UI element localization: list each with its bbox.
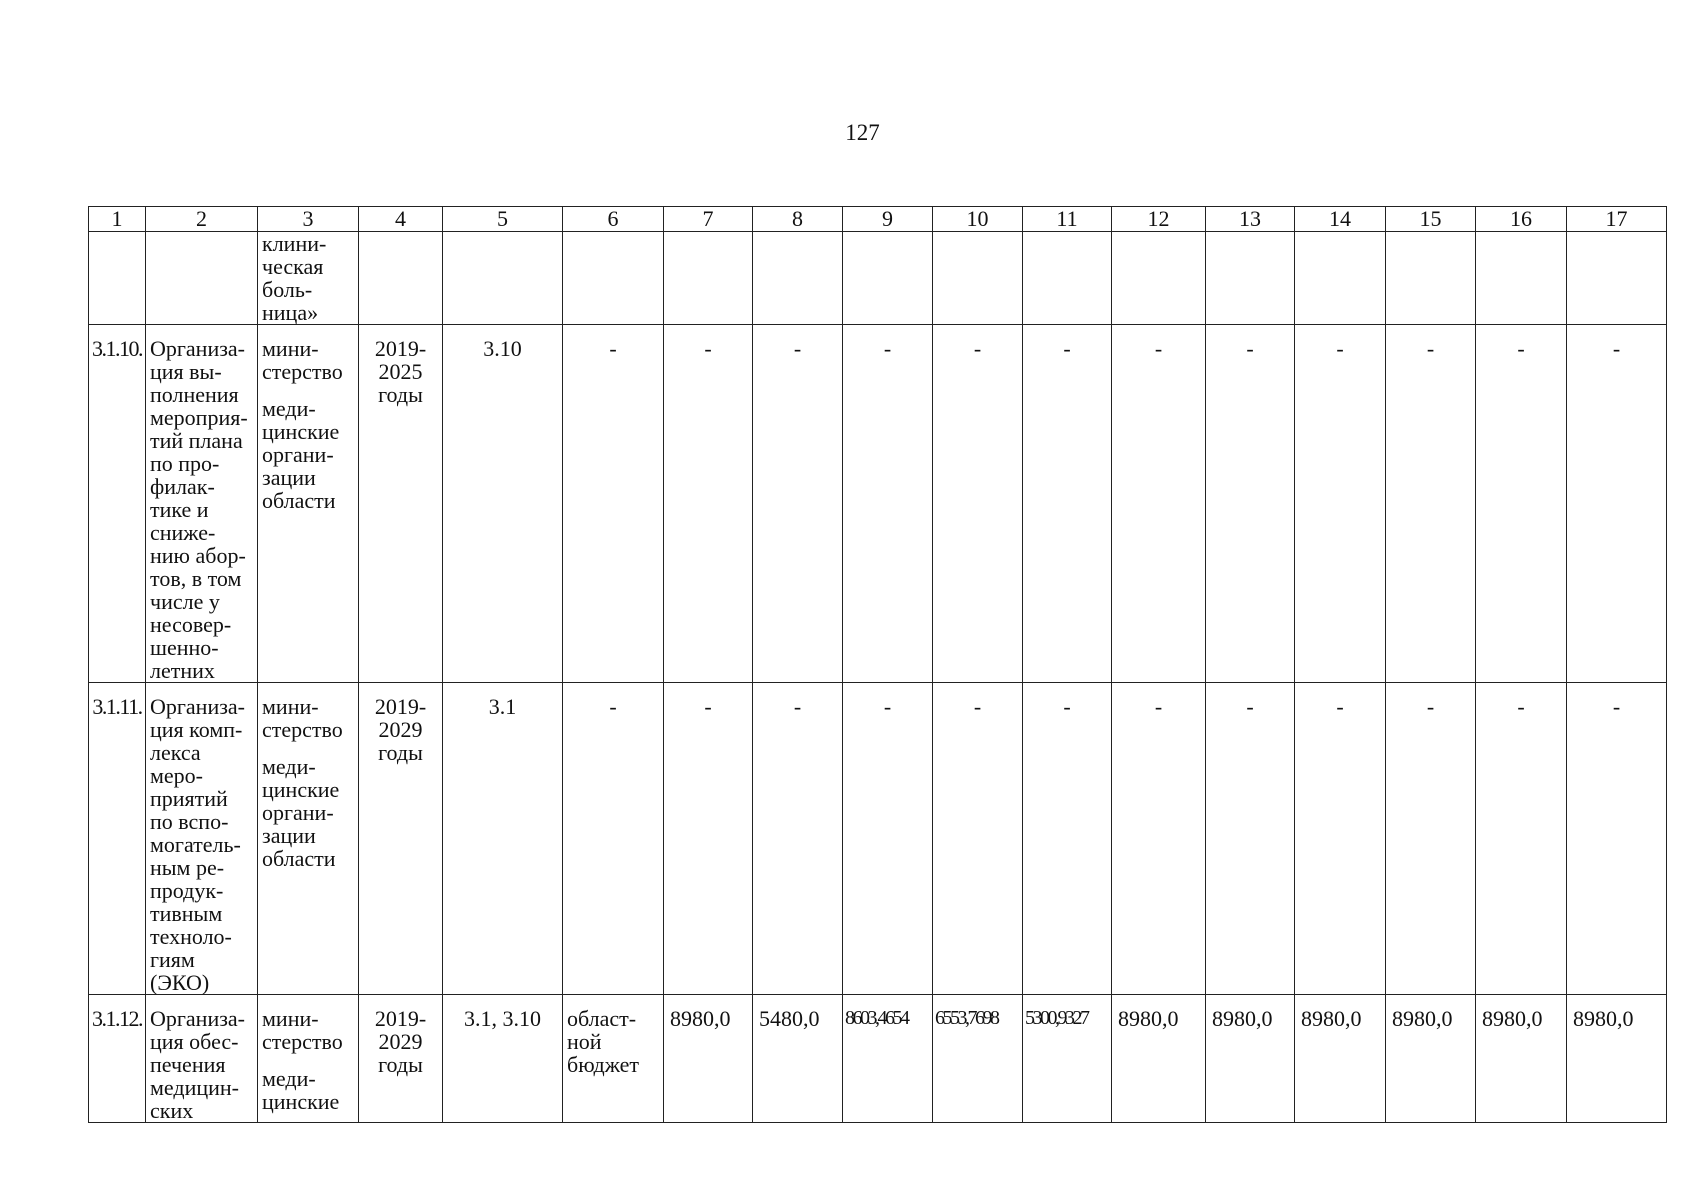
value-cell: - (753, 683, 843, 995)
text-line: годы (378, 382, 423, 407)
funding-source-cell (563, 232, 664, 325)
text-line: годы (378, 740, 423, 765)
spacer (262, 1053, 358, 1067)
text-line: мини- (262, 336, 319, 361)
activity-name-cell (146, 325, 258, 683)
text-line: Организа- (150, 1006, 246, 1031)
value-cell: - (664, 325, 753, 683)
text-line: стерство (262, 717, 343, 742)
funding-source-cell (563, 683, 664, 995)
text-line: Организа- (150, 336, 246, 361)
activity-number-cell: 3.1.11. (89, 683, 146, 995)
value-cell: - (1476, 683, 1567, 995)
value-cell: 8980,0 (1386, 995, 1476, 1123)
indicator-cell: 3.1 (443, 683, 563, 995)
column-number-cell: 13 (1206, 207, 1295, 232)
text-line: боль- (262, 277, 313, 302)
text-line: полнения (150, 382, 239, 407)
value-cell: 5300,9327 (1023, 995, 1112, 1123)
column-number-cell: 1 (89, 207, 146, 232)
text-line: могатель- (150, 832, 241, 857)
value-cell: - (1206, 325, 1295, 683)
value-cell (843, 232, 933, 325)
activity-name-cell (146, 683, 258, 995)
text-line: ских (150, 1098, 194, 1123)
text-line: ница» (262, 300, 319, 325)
period-cell (359, 683, 443, 995)
value-cell: - (753, 325, 843, 683)
text-line: ция обес- (150, 1029, 239, 1054)
text-line: органи- (262, 442, 334, 467)
text-line: мини- (262, 1006, 319, 1031)
spacer (262, 383, 358, 397)
text-line: несовер- (150, 612, 232, 637)
text-line: по вспо- (150, 809, 229, 834)
value-cell: 6553,7698 (933, 995, 1023, 1123)
column-number-cell: 11 (1023, 207, 1112, 232)
executor-cell (258, 325, 359, 683)
text-line: тике и (150, 497, 209, 522)
executor-cell (258, 232, 359, 325)
value-cell (933, 232, 1023, 325)
table-row (89, 683, 1667, 995)
column-number-cell: 15 (1386, 207, 1476, 232)
value-cell (1386, 232, 1476, 325)
executor-cell (258, 995, 359, 1123)
text-line: области (262, 846, 336, 871)
value-cell: 8980,0 (1295, 995, 1386, 1123)
value-cell (1112, 232, 1206, 325)
text-line: стерство (262, 359, 343, 384)
text-line: 2029 (378, 1029, 423, 1054)
program-activities-table (88, 206, 1667, 1123)
text-line: тивным (150, 901, 223, 926)
value-cell (1295, 232, 1386, 325)
text-line: мероприя- (150, 405, 248, 430)
text-line: продук- (150, 878, 224, 903)
text-line: клини- (262, 231, 327, 256)
value-cell: - (1023, 683, 1112, 995)
text-line: ция комп- (150, 717, 243, 742)
text-line: сниже- (150, 520, 216, 545)
text-line: по про- (150, 451, 220, 476)
column-number-cell: 9 (843, 207, 933, 232)
value-cell: - (1295, 325, 1386, 683)
column-number-cell: 2 (146, 207, 258, 232)
column-number-cell: 14 (1295, 207, 1386, 232)
column-number-cell: 4 (359, 207, 443, 232)
value-cell (1567, 232, 1667, 325)
value-cell: - (1567, 683, 1667, 995)
spacer (262, 741, 358, 755)
activity-name-cell (146, 995, 258, 1123)
column-number-cell: 3 (258, 207, 359, 232)
value-cell: - (843, 683, 933, 995)
value-cell: 8603,4654 (843, 995, 933, 1123)
value-cell: 8980,0 (1112, 995, 1206, 1123)
table-row (89, 995, 1667, 1123)
text-line: ной (567, 1029, 602, 1054)
text-line: 2029 (378, 717, 423, 742)
value-cell: - (664, 683, 753, 995)
column-number-cell: 7 (664, 207, 753, 232)
value-cell: - (1386, 325, 1476, 683)
value-cell: - (933, 683, 1023, 995)
column-number-cell: 12 (1112, 207, 1206, 232)
activity-number-cell: 3.1.12. (89, 995, 146, 1123)
text-line: 2019- (374, 336, 427, 361)
value-cell (1023, 232, 1112, 325)
text-line: зации (262, 465, 316, 490)
text-line: ным ре- (150, 855, 225, 880)
value-cell: - (1112, 325, 1206, 683)
text-line: гиям (150, 947, 195, 972)
period-cell (359, 325, 443, 683)
text-line: цинские (262, 777, 340, 802)
activity-name-cell (146, 232, 258, 325)
value-cell: - (1206, 683, 1295, 995)
text-line: тов, в том (150, 566, 242, 591)
text-line: 2019- (374, 1006, 427, 1031)
text-line: области (262, 488, 336, 513)
value-cell: - (1295, 683, 1386, 995)
text-line: мини- (262, 694, 319, 719)
text-line: ческая (262, 254, 324, 279)
text-line: филак- (150, 474, 215, 499)
text-line: меро- (150, 763, 204, 788)
value-cell: - (843, 325, 933, 683)
value-cell (664, 232, 753, 325)
text-line: - (609, 336, 617, 361)
text-line: меди- (262, 1066, 316, 1091)
period-cell (359, 995, 443, 1123)
column-number-cell: 17 (1567, 207, 1667, 232)
text-line: органи- (262, 800, 334, 825)
text-line: летних (150, 658, 215, 683)
value-cell: 8980,0 (1567, 995, 1667, 1123)
value-cell: 8980,0 (664, 995, 753, 1123)
indicator-cell (443, 232, 563, 325)
text-line: бюджет (567, 1052, 639, 1077)
column-number-cell: 5 (443, 207, 563, 232)
text-line: техноло- (150, 924, 232, 949)
value-cell: 8980,0 (1206, 995, 1295, 1123)
value-cell: - (933, 325, 1023, 683)
activity-number-cell (89, 232, 146, 325)
text-line: цинские (262, 1089, 340, 1114)
text-line: печения (150, 1052, 226, 1077)
text-line: ция вы- (150, 359, 222, 384)
value-cell: - (1567, 325, 1667, 683)
value-cell: - (1476, 325, 1567, 683)
column-number-cell: 8 (753, 207, 843, 232)
text-line: меди- (262, 396, 316, 421)
text-line: - (609, 694, 617, 719)
executor-cell (258, 683, 359, 995)
text-line: тий плана (150, 428, 243, 453)
period-cell (359, 232, 443, 325)
text-line: 2019- (374, 694, 427, 719)
text-line: зации (262, 823, 316, 848)
table-row (89, 232, 1667, 325)
page-number: 127 (845, 120, 880, 145)
value-cell: - (1112, 683, 1206, 995)
text-line: 2025 (378, 359, 423, 384)
funding-source-cell (563, 325, 664, 683)
value-cell (753, 232, 843, 325)
funding-source-cell (563, 995, 664, 1123)
column-number-cell: 6 (563, 207, 664, 232)
text-line: шенно- (150, 635, 219, 660)
text-line: лекса (150, 740, 201, 765)
value-cell: - (1386, 683, 1476, 995)
value-cell: - (1023, 325, 1112, 683)
text-line: Организа- (150, 694, 246, 719)
value-cell: 8980,0 (1476, 995, 1567, 1123)
value-cell: 5480,0 (753, 995, 843, 1123)
table-row (89, 325, 1667, 683)
text-line: числе у (150, 589, 220, 614)
indicator-cell: 3.1, 3.10 (443, 995, 563, 1123)
value-cell (1206, 232, 1295, 325)
text-line: нию абор- (150, 543, 246, 568)
text-line: медицин- (150, 1075, 240, 1100)
text-line: приятий (150, 786, 228, 811)
value-cell (1476, 232, 1567, 325)
indicator-cell: 3.10 (443, 325, 563, 683)
activity-number-cell: 3.1.10. (89, 325, 146, 683)
column-number-row (89, 207, 1667, 232)
column-number-cell: 16 (1476, 207, 1567, 232)
column-number-cell: 10 (933, 207, 1023, 232)
text-line: цинские (262, 419, 340, 444)
text-line: (ЭКО) (150, 970, 210, 995)
text-line: област- (567, 1006, 637, 1031)
text-line: стерство (262, 1029, 343, 1054)
text-line: годы (378, 1052, 423, 1077)
text-line: меди- (262, 754, 316, 779)
